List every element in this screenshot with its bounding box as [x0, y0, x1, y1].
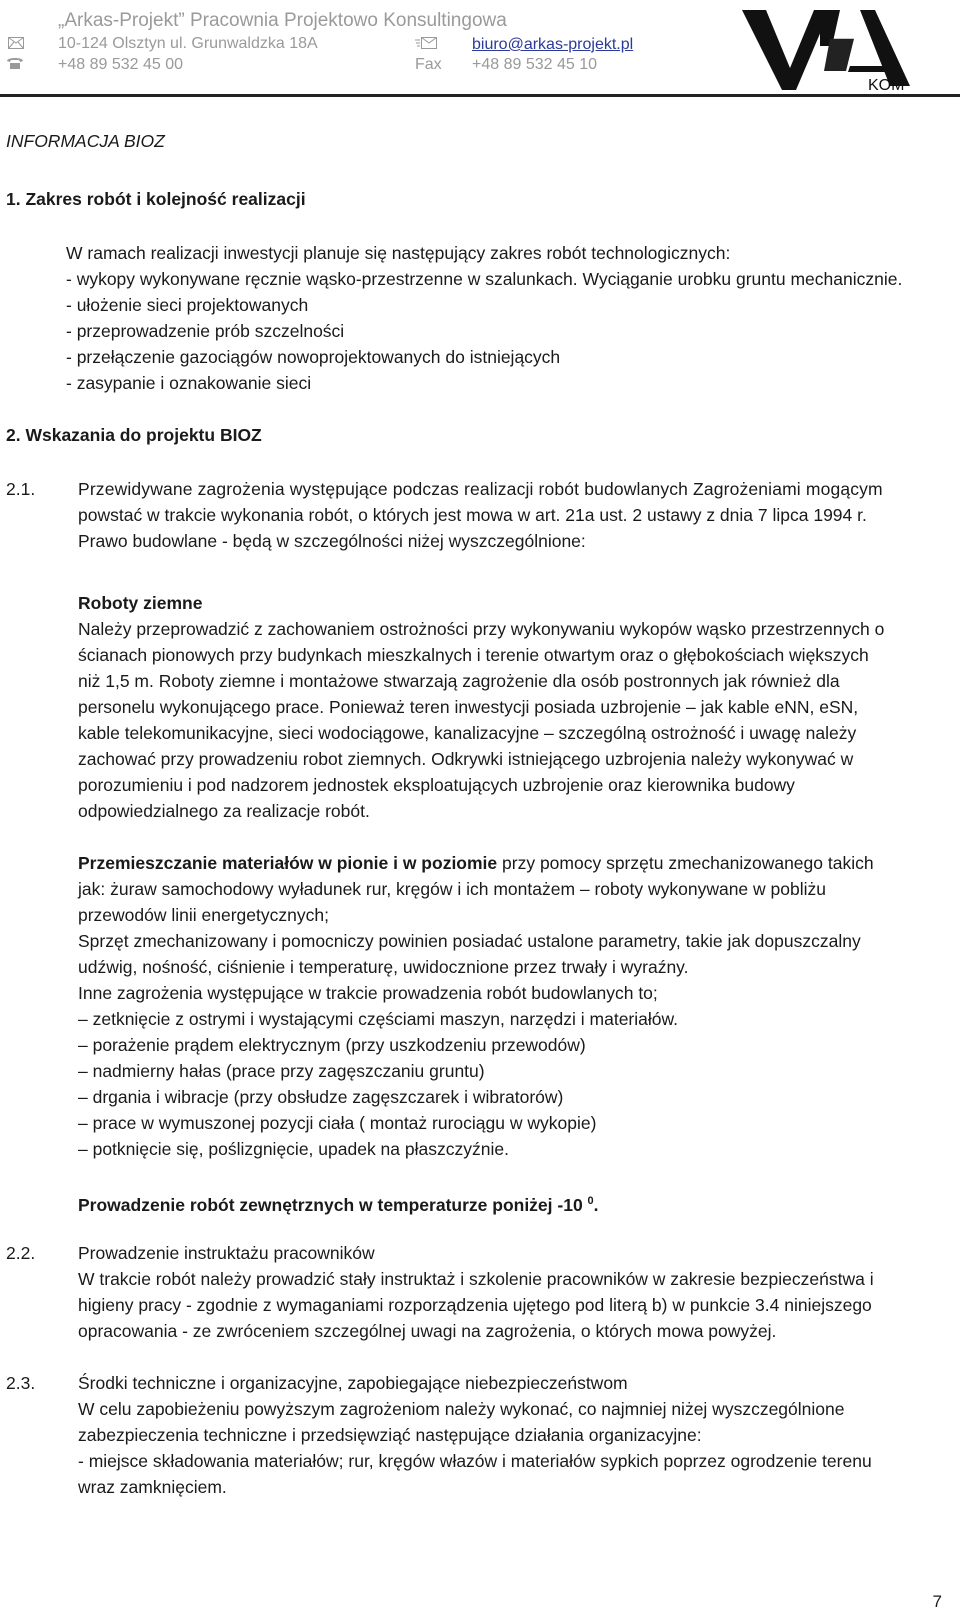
header-divider	[0, 94, 960, 97]
paragraph-line: Sprzęt zmechanizowany i pomocniczy powinien posiadać ustalone parametry, takie jak dopuszczalny	[78, 931, 861, 951]
list-item: – porażenie prądem elektrycznym (przy uszkodzeniu przewodów)	[78, 1035, 586, 1055]
mail-icon	[415, 36, 437, 53]
paragraph-line: Należy przeprowadzić z zachowaniem ostrożności przy wykonywaniu wykopów wąsko przestrzennych o	[78, 619, 885, 639]
fax-label: Fax	[415, 56, 442, 73]
paragraph-line: W trakcie robót należy prowadzić stały instruktaż i szkolenie pracowników w zakresie bezpieczeństwa i	[78, 1269, 874, 1289]
list-item: – drgania i wibracje (przy obsłudze zagęszczarek i wibratorów)	[78, 1087, 564, 1107]
temperature-note	[78, 1188, 599, 1218]
section-2-3-heading: Środki techniczne i organizacyjne, zapobiegające niebezpieczeństwom	[78, 1373, 628, 1393]
paragraph-line: wraz zamknięciem.	[78, 1477, 227, 1497]
paragraph-line: niż 1,5 m. Roboty ziemne i montażowe stwarzają zagrożenie dla osób postronnych jak również dla	[78, 671, 840, 691]
paragraph-line: higieny pracy - zgodnie z wymaganiami rozporządzenia ujętego pod literą b) w punkcie 3.4 niniejszego	[78, 1295, 872, 1315]
temperature-superscript: 0	[587, 1195, 594, 1207]
paragraph-line: Prawo budowlane - będą w szczególności niżej wyszczególnione:	[78, 531, 586, 551]
section-2-3-number: 2.3.	[6, 1373, 36, 1393]
section-1-heading: 1. Zakres robót i kolejność realizacji	[6, 189, 306, 209]
list-item: - zasypanie i oznakowanie sieci	[66, 373, 312, 393]
temperature-end: .	[593, 1194, 599, 1215]
paragraph-line: kable telekomunikacyjne, sieci wodociągowe, kanalizacyjne – szczególną ostrożność i uwagę należy	[78, 723, 857, 743]
paragraph-line: ścianach pionowych przy budynkach mieszkalnych i terenie otwartym oraz o głębokościach większych	[78, 645, 869, 665]
roboty-ziemne-heading: Roboty ziemne	[78, 593, 203, 613]
list-item: - przełączenie gazociągów nowoprojektowanych do istniejących	[66, 347, 561, 367]
envelope-icon	[8, 36, 24, 53]
paragraph-line: zachować przy prowadzeniu robot ziemnych. Odkrywki istniejącego uzbrojenia należy wykonywać w	[78, 749, 854, 769]
paragraph-line: zabezpieczenia techniczne i przedsięwziąć następujące działania organizacyjne:	[78, 1425, 702, 1445]
list-item: – prace w wymuszonej pozycji ciała ( montaż rurociągu w wykopie)	[78, 1113, 597, 1133]
logo-subtext: KOM	[868, 77, 905, 92]
phone-text: +48 89 532 45 00	[58, 56, 184, 73]
section-1-intro: W ramach realizacji inwestycji planuje się następujący zakres robót technologicznych:	[66, 243, 731, 263]
phone-icon	[6, 56, 24, 74]
paragraph-line: personelu wykonującego prace. Ponieważ teren inwestycji posiada uzbrojenie – jak kable eNN, eSN,	[78, 697, 859, 717]
przemieszczanie-line	[78, 850, 874, 876]
page-number: 7	[932, 1592, 942, 1611]
paragraph-line: przewodów linii energetycznych;	[78, 905, 329, 925]
paragraph-line: - miejsce składowania materiałów; rur, kręgów włazów i materiałów sypkich poprzez ogrodzenie terenu	[78, 1451, 872, 1471]
fax-text: +48 89 532 45 10	[472, 56, 598, 73]
email-link[interactable]: biuro@arkas-projekt.pl	[472, 36, 634, 53]
list-item: - wykopy wykonywane ręcznie wąsko-przestrzenne w szalunkach. Wyciąganie urobku gruntu mechanicznie.	[66, 269, 903, 289]
paragraph-line: opracowania - ze zwróceniem szczególnej uwagi na zagrożenia, o których mowa powyżej.	[78, 1321, 777, 1341]
company-logo	[740, 6, 915, 92]
address-text: 10-124 Olsztyn ul. Grunwaldzka 18A	[58, 35, 318, 52]
section-2-2-heading: Prowadzenie instruktażu pracowników	[78, 1243, 375, 1263]
section-2-heading: 2. Wskazania do projektu BIOZ	[6, 425, 262, 445]
paragraph-line: jak: żuraw samochodowy wyładunek rur, kręgów i ich montażem – roboty wykonywane w pobliżu	[78, 879, 826, 899]
list-item: – potknięcie się, poślizgnięcie, upadek na płaszczyźnie.	[78, 1139, 509, 1159]
list-item: - przeprowadzenie prób szczelności	[66, 321, 345, 341]
paragraph-line: W celu zapobieżeniu powyższym zagrożeniom należy wykonać, co najmniej niżej wyszczególnione	[78, 1399, 845, 1419]
list-item: – nadmierny hałas (prace przy zagęszczaniu gruntu)	[78, 1061, 485, 1081]
przemieszczanie-rest: przy pomocy sprzętu zmechanizowanego takich	[497, 853, 874, 873]
temperature-text: Prowadzenie robót zewnętrznych w temperaturze poniżej -10	[78, 1194, 588, 1215]
list-item: – zetknięcie z ostrymi i wystającymi częściami maszyn, narzędzi i materiałów.	[78, 1009, 679, 1029]
paragraph-line: powstać w trakcie wykonania robót, o których jest mowa w art. 21a ust. 2 ustawy z dnia 7 lipca 1994 r.	[78, 505, 867, 525]
letterhead	[0, 0, 960, 100]
list-item: - ułożenie sieci projektowanych	[66, 295, 309, 315]
paragraph-line: Przewidywane zagrożenia występujące podczas realizacji robót budowlanych Zagrożeniami mogącym	[78, 479, 883, 499]
paragraph-line: Inne zagrożenia występujące w trakcie prowadzenia robót budowlanych to;	[78, 983, 658, 1003]
paragraph-line: porozumieniu i pod nadzorem jednostek eksploatujących uzbrojenie oraz kierownika budowy	[78, 775, 795, 795]
paragraph-line: odpowiedzialnego za realizacje robót.	[78, 801, 370, 821]
document-title: INFORMACJA BIOZ	[6, 131, 165, 151]
section-2-2-number: 2.2.	[6, 1243, 36, 1263]
section-2-1-number: 2.1.	[6, 479, 36, 499]
paragraph-line: udźwig, nośność, ciśnienie i temperaturę, uwidocznione przez trwały i wyraźny.	[78, 957, 689, 977]
company-name: „Arkas-Projekt” Pracownia Projektowo Konsultingowa	[58, 10, 507, 31]
przemieszczanie-heading: Przemieszczanie materiałów w pionie i w poziomie	[78, 853, 498, 873]
